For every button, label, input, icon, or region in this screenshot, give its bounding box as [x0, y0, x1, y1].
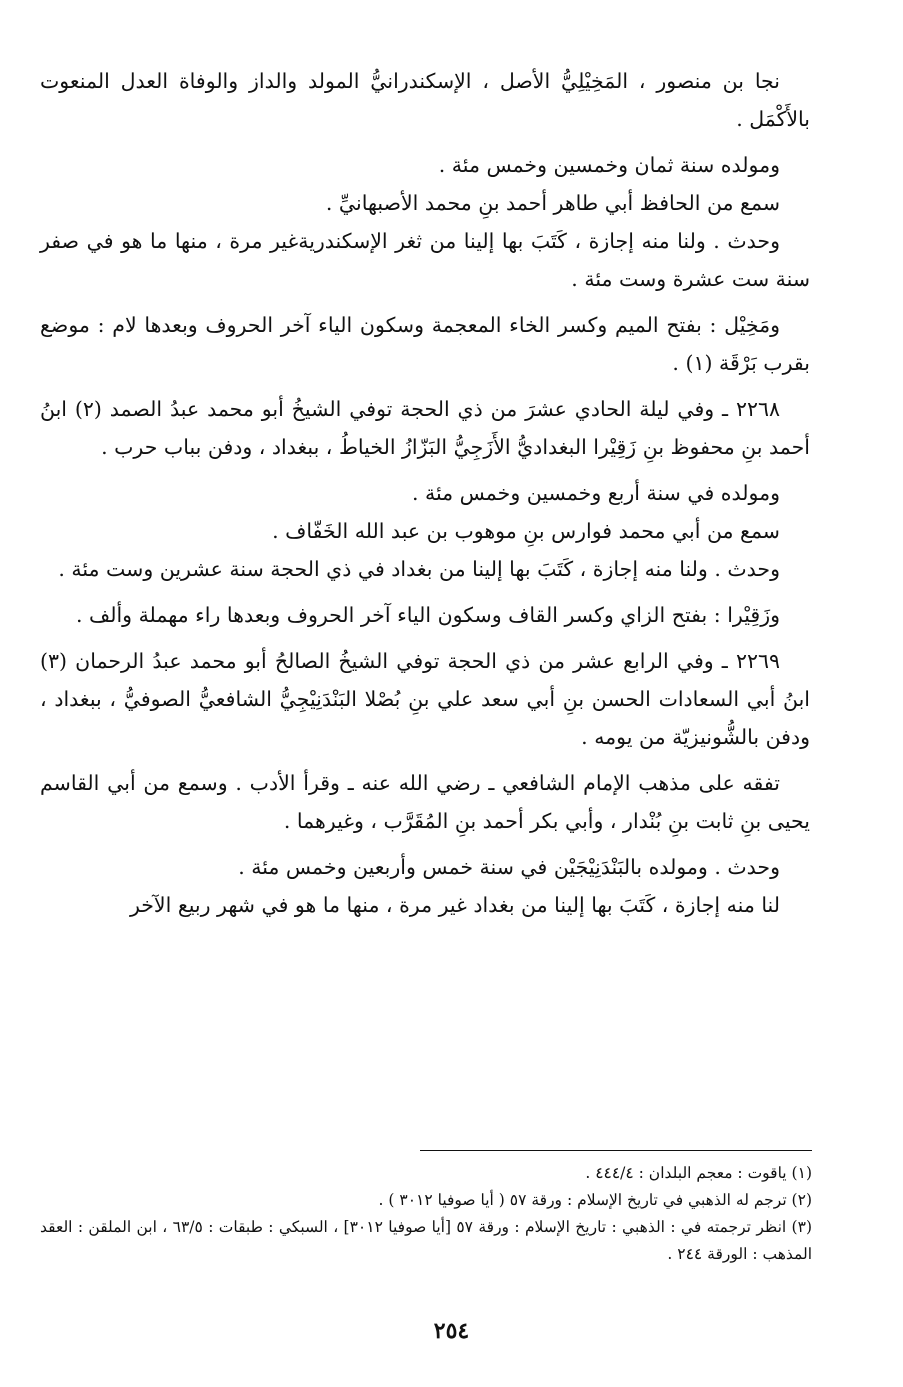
- page-number: ٢٥٤: [433, 1318, 470, 1344]
- biography-entry-2268: ٢٢٦٨ ـ وفي ليلة الحادي عشرَ من ذي الحجة توفي الشيخُ أبو محمد عبدُ الصمد (٢) ابنُ أحمد بنِ محفوظ بنِ زَقِيْرا البغداديُّ الأَزَجِيُّ البَزّازُ الخياطُ ، ببغداد ، ودفن بباب حرب .: [40, 397, 810, 459]
- paragraph: وحدث . ولنا منه إجازة ، كَتَبَ بها إلينا من بغداد في ذي الحجة سنة عشرين وست مئة .: [58, 557, 780, 581]
- paragraph: وحدث . ومولده بالبَنْدَنِيْجَيْن في سنة خمس وأربعين وخمس مئة .: [238, 855, 780, 879]
- biography-entry-2269: ٢٢٦٩ ـ وفي الرابع عشر من ذي الحجة توفي الشيخُ الصالحُ أبو محمد عبدُ الرحمان (٣) ابنُ أبي السعادات الحسن بنِ أبي سعد علي بنِ بُصْلا البَنْدَنِيْجِيُّ الشافعيُّ الصوفيُّ ، ببغداد ، ودفن بالشُّونيزيّة من يومه .: [40, 649, 810, 749]
- paragraph: سمع من أبي محمد فوارس بنِ موهوب بن عبد الله الخَفّاف .: [272, 519, 780, 543]
- footnote-divider: [420, 1150, 812, 1151]
- paragraph: لنا منه إجازة ، كَتَبَ بها إلينا من بغداد غير مرة ، منها ما هو في شهر ربيع الآخر: [129, 893, 780, 917]
- paragraph: تفقه على مذهب الإمام الشافعي ـ رضي الله عنه ـ وقرأ الأدب . وسمع من أبي القاسم يحيى بنِ ثابت بنِ بُنْدار ، وأبي بكر أحمد بنِ المُقَرَّب ، وغيرهما .: [40, 771, 810, 833]
- paragraph: وزَقِيْرا : بفتح الزاي وكسر القاف وسكون الياء آخر الحروف وبعدها راء مهملة وألف .: [75, 603, 780, 627]
- footnote: (١) ياقوت : معجم البلدان : ٤٤٤/٤ .: [585, 1164, 812, 1182]
- footnotes: [40, 1160, 812, 1268]
- footnote: (٣) انظر ترجمته في : الذهبي : تاريخ الإسلام : ورقة ٥٧ [أيا صوفيا ٣٠١٢] ، السبكي : طبقات : ٦٣/٥ ، ابن الملقن : العقد المذهب : الورقة ٢٤٤ .: [40, 1218, 812, 1263]
- paragraph: ومولده سنة ثمان وخمسين وخمس مئة .: [438, 153, 780, 177]
- paragraph: ومولده في سنة أربع وخمسين وخمس مئة .: [411, 481, 780, 505]
- paragraph: ومَخِيْل : بفتح الميم وكسر الخاء المعجمة وسكون الياء آخر الحروف وبعدها لام : موضع بقرب بَرْقَة (١) .: [40, 313, 810, 375]
- footnote: (٢) ترجم له الذهبي في تاريخ الإسلام : ورقة ٥٧ ( أيا صوفيا ٣٠١٢ ) .: [378, 1191, 812, 1209]
- paragraph: نجا بن منصور ، المَخِيْلِيُّ الأصل ، الإسكندرانيُّ المولد والداز والوفاة العدل المنعوت بالأَكْمَل .: [40, 69, 810, 131]
- main-text: [40, 62, 810, 924]
- paragraph: وحدث . ولنا منه إجازة ، كَتَبَ بها إلينا من ثغر الإسكندريةغير مرة ، منها ما هو في صفر سنة ست عشرة وست مئة .: [40, 229, 810, 291]
- paragraph: سمع من الحافظ أبي طاهر أحمد بنِ محمد الأصبهانيِّ .: [325, 191, 780, 215]
